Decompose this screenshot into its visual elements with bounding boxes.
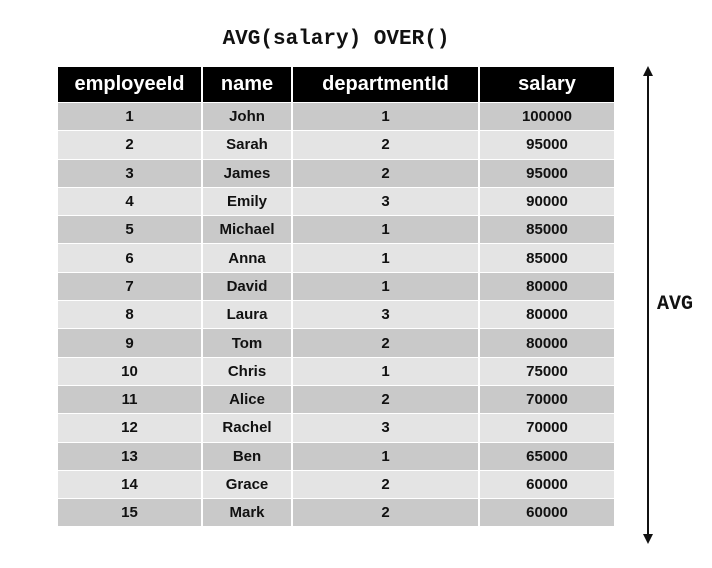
column-header: salary — [479, 67, 614, 103]
table-cell: Grace — [202, 470, 292, 498]
table-row — [58, 442, 614, 470]
table-cell: Michael — [202, 216, 292, 244]
table-row — [58, 357, 614, 385]
table-cell: Rachel — [202, 414, 292, 442]
table-cell: John — [202, 103, 292, 131]
table-cell: 2 — [292, 499, 479, 527]
column-header: name — [202, 67, 292, 103]
table-cell: 2 — [292, 329, 479, 357]
table-cell: 9 — [58, 329, 202, 357]
table-cell: 3 — [292, 301, 479, 329]
table-row — [58, 187, 614, 215]
table-cell: 2 — [58, 131, 202, 159]
table-cell: 70000 — [479, 385, 614, 413]
table-cell: 2 — [292, 470, 479, 498]
query-title: AVG(salary) OVER() — [222, 28, 450, 51]
table-cell: Ben — [202, 442, 292, 470]
table-cell: 3 — [292, 414, 479, 442]
table-row — [58, 244, 614, 272]
table-cell: 95000 — [479, 131, 614, 159]
table-cell: 85000 — [479, 244, 614, 272]
table-cell: 4 — [58, 187, 202, 215]
window-label: AVG — [657, 293, 694, 316]
table-cell: 60000 — [479, 499, 614, 527]
table-cell: 2 — [292, 385, 479, 413]
table-cell: 11 — [58, 385, 202, 413]
header-row — [58, 67, 614, 103]
table-cell: Laura — [202, 301, 292, 329]
table-cell: 1 — [292, 216, 479, 244]
table-row — [58, 329, 614, 357]
table-cell: 1 — [58, 103, 202, 131]
table-cell: 3 — [58, 159, 202, 187]
table-cell: 1 — [292, 357, 479, 385]
table-row — [58, 414, 614, 442]
table-cell: 12 — [58, 414, 202, 442]
column-header: employeeId — [58, 67, 202, 103]
table-cell: James — [202, 159, 292, 187]
table-row — [58, 272, 614, 300]
table-cell: 75000 — [479, 357, 614, 385]
table-cell: 8 — [58, 301, 202, 329]
table-cell: David — [202, 272, 292, 300]
table-cell: 1 — [292, 244, 479, 272]
table-row — [58, 301, 614, 329]
table-cell: 90000 — [479, 187, 614, 215]
table-row — [58, 470, 614, 498]
table-cell: Sarah — [202, 131, 292, 159]
table-cell: Tom — [202, 329, 292, 357]
table-row — [58, 499, 614, 527]
table-cell: 1 — [292, 272, 479, 300]
table-cell: 3 — [292, 187, 479, 215]
table-cell: 6 — [58, 244, 202, 272]
table-cell: 2 — [292, 159, 479, 187]
table-cell: 7 — [58, 272, 202, 300]
table-cell: 15 — [58, 499, 202, 527]
table-cell: 80000 — [479, 329, 614, 357]
table-row — [58, 131, 614, 159]
table-cell: 80000 — [479, 301, 614, 329]
column-header: departmentId — [292, 67, 479, 103]
table-cell: 1 — [292, 442, 479, 470]
table-cell: 1 — [292, 103, 479, 131]
table-cell: Chris — [202, 357, 292, 385]
table-row — [58, 103, 614, 131]
window-range-arrow — [641, 66, 655, 544]
employees-table — [58, 67, 614, 527]
table-cell: 80000 — [479, 272, 614, 300]
table-cell: 95000 — [479, 159, 614, 187]
table-row — [58, 385, 614, 413]
table-cell: Emily — [202, 187, 292, 215]
table-cell: 13 — [58, 442, 202, 470]
table-cell: Mark — [202, 499, 292, 527]
table-cell: 60000 — [479, 470, 614, 498]
table-cell: 2 — [292, 131, 479, 159]
table-cell: 5 — [58, 216, 202, 244]
table-cell: 10 — [58, 357, 202, 385]
table-cell: Anna — [202, 244, 292, 272]
table-cell: 100000 — [479, 103, 614, 131]
table-cell: 65000 — [479, 442, 614, 470]
table-row — [58, 216, 614, 244]
table-cell: 14 — [58, 470, 202, 498]
table-cell: 70000 — [479, 414, 614, 442]
table-cell: 85000 — [479, 216, 614, 244]
table-cell: Alice — [202, 385, 292, 413]
table-row — [58, 159, 614, 187]
table-body — [58, 103, 614, 527]
